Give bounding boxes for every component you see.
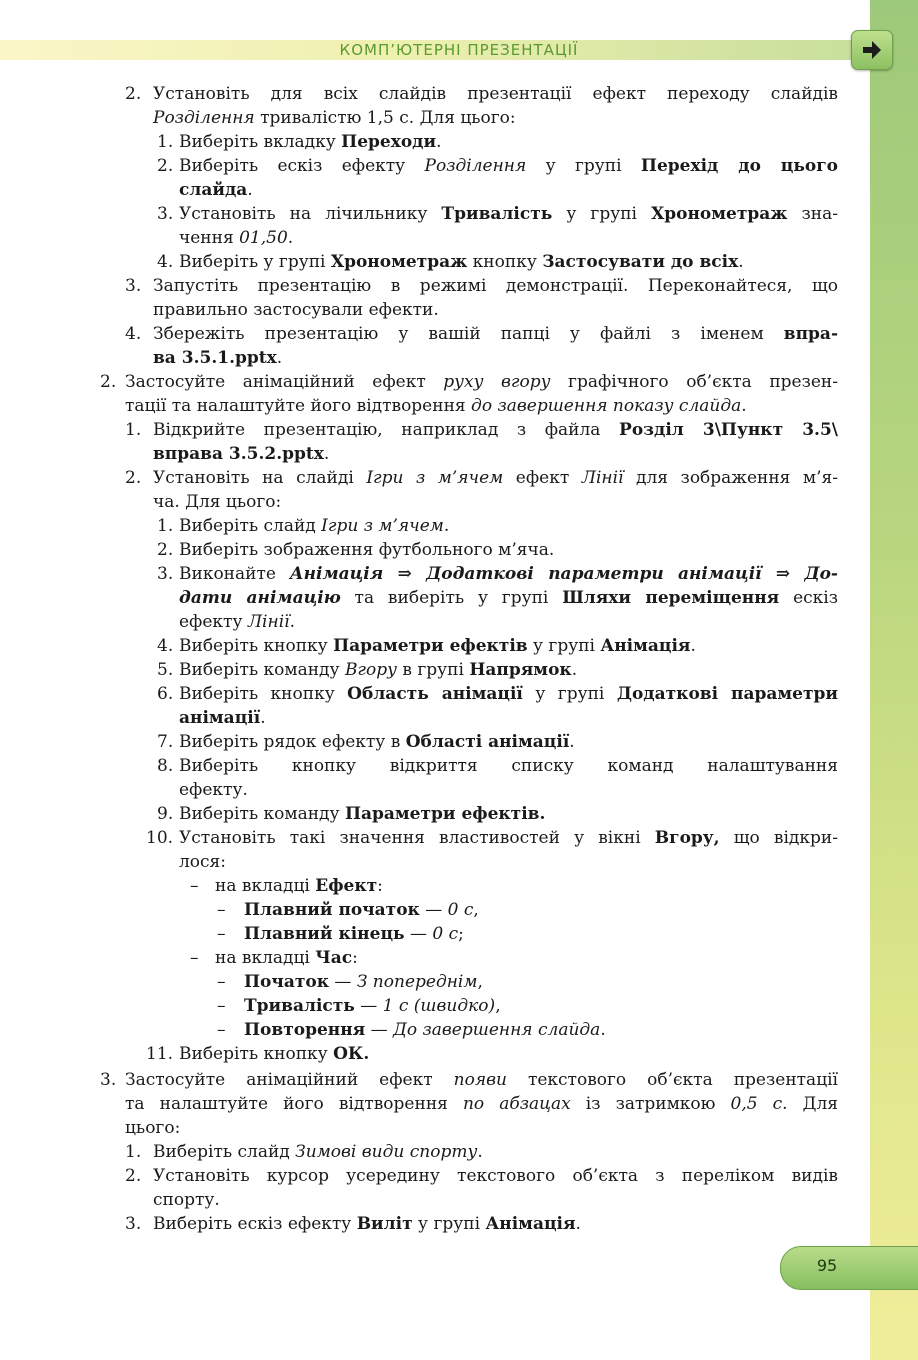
- text-run: та виберіть у групі: [340, 588, 563, 608]
- list-marker: –: [217, 972, 226, 992]
- line-text: [179, 154, 838, 178]
- line-text: [179, 682, 838, 706]
- text-run: Застосувати до всіх: [542, 252, 739, 272]
- line-text: [244, 898, 479, 922]
- line-text: [153, 106, 516, 130]
- text-run: цього:: [125, 1118, 181, 1138]
- text-run: правильно застосували ефекти.: [153, 300, 439, 320]
- text-run: Лінії: [581, 468, 624, 488]
- text-run: зна-: [787, 204, 839, 224]
- text-run: Відкрийте презентацію, наприклад з файла: [153, 420, 620, 440]
- text-run: слайда: [179, 180, 248, 200]
- text-run: на вкладці: [215, 948, 316, 968]
- text-run: у групі: [527, 636, 601, 656]
- text-run: ескіз: [779, 588, 838, 608]
- text-run: Виберіть ескіз ефекту: [153, 1214, 357, 1234]
- text-run: Хронометраж: [651, 204, 788, 224]
- text-run: Тривалість: [441, 204, 553, 224]
- list-marker: 3.: [157, 204, 174, 224]
- text-run: .: [690, 636, 696, 656]
- text-run: Виберіть у групі: [179, 252, 331, 272]
- line-text: [179, 586, 838, 610]
- text-run: ,: [477, 972, 483, 992]
- text-run: .: [741, 396, 747, 416]
- list-marker: –: [217, 900, 226, 920]
- line-text: [125, 370, 838, 394]
- text-run: із затримкою: [570, 1094, 731, 1114]
- text-run: ефекту.: [179, 780, 248, 800]
- text-run: —: [419, 900, 448, 920]
- text-run: Анімація: [600, 636, 691, 656]
- text-run: що відкри-: [719, 828, 838, 848]
- line-text: [179, 250, 744, 274]
- text-run: ефекту: [179, 612, 248, 632]
- text-run: Напрямок: [469, 660, 572, 680]
- line-text: [179, 706, 266, 730]
- text-run: Розділення: [424, 156, 527, 176]
- text-run: Виберіть рядок ефекту в: [179, 732, 406, 752]
- text-run: Виберіть кнопку: [179, 684, 348, 704]
- line-text: [153, 466, 838, 490]
- text-run: Виберіть кнопку відкриття списку команд налаштування: [179, 756, 838, 776]
- list-marker: 3.: [125, 1214, 142, 1234]
- line-text: [125, 1068, 838, 1092]
- line-text: [125, 1116, 180, 1140]
- list-marker: 4.: [157, 252, 174, 272]
- text-run: Установіть для всіх слайдів презентації ефект переходу слайдів: [153, 84, 838, 104]
- list-marker: –: [190, 948, 199, 968]
- line-text: [244, 970, 483, 994]
- text-run: лося:: [179, 852, 227, 872]
- text-run: Застосуйте анімаційний ефект: [125, 372, 444, 392]
- list-marker: 2.: [157, 156, 174, 176]
- text-run: Параметри ефектів.: [344, 804, 546, 824]
- text-run: Шляхи переміщення: [562, 588, 780, 608]
- text-run: 0,5 с: [730, 1094, 783, 1114]
- list-marker: 2.: [125, 84, 142, 104]
- line-text: [153, 346, 282, 370]
- text-run: З попереднім: [356, 972, 478, 992]
- text-run: ;: [458, 924, 464, 944]
- line-text: [179, 826, 838, 850]
- text-run: Вгору: [344, 660, 397, 680]
- text-run: Додаткові параметри: [616, 684, 838, 704]
- text-run: ,: [473, 900, 479, 920]
- text-run: .: [276, 348, 283, 368]
- text-run: .: [323, 444, 330, 464]
- text-run: Виліт: [356, 1214, 413, 1234]
- text-run: Виберіть слайд: [179, 516, 322, 536]
- text-run: Початок: [244, 972, 329, 992]
- text-run: Застосуйте анімаційний ефект: [125, 1070, 454, 1090]
- list-marker: 3.: [125, 276, 142, 296]
- text-run: .: [569, 732, 575, 752]
- list-marker: 10.: [146, 828, 174, 848]
- text-run: Області анімації: [405, 732, 570, 752]
- text-run: ОК.: [333, 1044, 370, 1064]
- text-run: Виберіть кнопку: [179, 1044, 334, 1064]
- next-page-button[interactable]: [851, 30, 893, 70]
- text-run: анімації: [179, 708, 261, 728]
- text-run: .: [600, 1020, 606, 1040]
- line-text: [179, 778, 248, 802]
- text-run: . Для цього:: [408, 108, 516, 128]
- list-marker: 4.: [157, 636, 174, 656]
- line-text: [179, 730, 575, 754]
- text-run: спорту.: [153, 1190, 220, 1210]
- text-run: Ефект: [315, 876, 378, 896]
- text-run: ,: [495, 996, 501, 1016]
- text-run: —: [354, 996, 383, 1016]
- line-text: [179, 1042, 369, 1066]
- page-number: 95: [816, 1256, 838, 1275]
- text-run: 1,5 с: [366, 108, 409, 128]
- text-run: Виберіть зображення футбольного м’яча.: [179, 540, 555, 560]
- text-run: по абзацах: [462, 1094, 571, 1114]
- text-run: впра-: [783, 324, 838, 344]
- line-text: [153, 82, 838, 106]
- line-text: [179, 634, 696, 658]
- text-run: Ігри з м’ячем: [321, 516, 444, 536]
- list-marker: –: [217, 924, 226, 944]
- text-run: тривалістю: [254, 108, 367, 128]
- line-text: [179, 178, 253, 202]
- text-run: Виконайте: [179, 564, 290, 584]
- line-text: [153, 298, 439, 322]
- text-run: ча. Для цього:: [153, 492, 282, 512]
- text-run: .: [571, 660, 578, 680]
- text-run: Зимові види спорту: [295, 1142, 478, 1162]
- text-run: у групі: [526, 156, 641, 176]
- line-text: [153, 418, 838, 442]
- text-run: .: [575, 1214, 581, 1234]
- list-marker: 6.: [157, 684, 174, 704]
- text-run: .: [443, 516, 450, 536]
- list-marker: –: [190, 876, 199, 896]
- list-marker: 1.: [125, 420, 142, 440]
- text-run: Переходи: [341, 132, 437, 152]
- line-text: [179, 538, 554, 562]
- text-run: Виберіть кнопку: [179, 636, 334, 656]
- text-run: Перехід до цього: [640, 156, 838, 176]
- line-text: [153, 490, 281, 514]
- text-run: .: [247, 180, 253, 200]
- text-run: 1 с (швидко): [382, 996, 496, 1016]
- arrow-right-icon: [861, 39, 883, 61]
- text-run: Анімація: [485, 1214, 576, 1234]
- list-marker: 2.: [125, 1166, 142, 1186]
- line-text: [125, 1092, 838, 1116]
- text-run: Виберіть слайд: [153, 1142, 296, 1162]
- text-run: появи: [453, 1070, 507, 1090]
- text-run: .: [260, 708, 266, 728]
- text-run: Лінії: [247, 612, 290, 632]
- text-run: —: [329, 972, 357, 992]
- text-run: Установіть на слайді: [153, 468, 367, 488]
- text-run: Повторення: [244, 1020, 366, 1040]
- text-run: Плавний кінець: [244, 924, 405, 944]
- list-marker: 2.: [100, 372, 117, 392]
- text-run: текстового об’єкта презентації: [506, 1070, 838, 1090]
- text-run: Запустіть презентацію в режимі демонстрації. Переконайтеся, що: [153, 276, 838, 296]
- text-run: кнопку: [467, 252, 543, 272]
- text-run: у групі: [552, 204, 652, 224]
- side-decor-strip: [870, 0, 918, 1360]
- line-text: [179, 754, 838, 778]
- text-run: на вкладці: [215, 876, 316, 896]
- list-marker: 2.: [125, 468, 142, 488]
- list-marker: 3.: [157, 564, 174, 584]
- text-run: Вгору,: [654, 828, 720, 848]
- text-run: Область анімації: [347, 684, 523, 704]
- line-text: [179, 130, 442, 154]
- list-marker: 7.: [157, 732, 174, 752]
- text-run: Розділ 3\Пункт 3.5\: [619, 420, 838, 440]
- line-text: [153, 274, 838, 298]
- line-text: [153, 442, 329, 466]
- line-text: [179, 226, 293, 250]
- text-run: ефект: [503, 468, 582, 488]
- text-run: .: [436, 132, 442, 152]
- text-run: Виберіть команду: [179, 804, 345, 824]
- line-text: [215, 946, 358, 970]
- text-run: руху вгору: [443, 372, 551, 392]
- text-run: .: [477, 1142, 483, 1162]
- text-run: та налаштуйте його відтворення: [125, 1094, 463, 1114]
- line-text: [153, 1212, 581, 1236]
- text-run: до завершення показу слайда: [471, 396, 742, 416]
- text-run: До завершення слайда: [393, 1020, 601, 1040]
- text-run: 0 с: [447, 900, 474, 920]
- text-run: в групі: [397, 660, 470, 680]
- text-run: . Для: [782, 1094, 838, 1114]
- list-marker: 11.: [146, 1044, 174, 1064]
- line-text: [153, 1164, 838, 1188]
- text-run: Виберіть вкладку: [179, 132, 342, 152]
- list-marker: 1.: [157, 516, 174, 536]
- line-text: [153, 1188, 220, 1212]
- line-text: [125, 394, 747, 418]
- text-run: —: [404, 924, 433, 944]
- text-run: дати анімацію: [179, 588, 341, 608]
- text-run: тації та налаштуйте його відтворення: [125, 396, 472, 416]
- text-run: чення: [179, 228, 240, 248]
- text-run: .: [287, 228, 294, 248]
- line-text: [179, 658, 577, 682]
- text-run: —: [365, 1020, 394, 1040]
- section-title: КОМП’ЮТЕРНІ ПРЕЗЕНТАЦІЇ: [339, 41, 579, 59]
- line-text: [179, 514, 449, 538]
- line-text: [153, 322, 838, 346]
- text-run: Анімація ⇒ Додаткові параметри анімації ⇒ До-: [289, 564, 838, 584]
- list-marker: 5.: [157, 660, 174, 680]
- text-run: :: [377, 876, 383, 896]
- text-run: у групі: [522, 684, 617, 704]
- text-run: .: [289, 612, 295, 632]
- text-run: Параметри ефектів: [333, 636, 528, 656]
- text-run: для зображення м’я-: [623, 468, 839, 488]
- list-marker: 2.: [157, 540, 174, 560]
- text-run: Ігри з м’ячем: [366, 468, 504, 488]
- text-run: Хронометраж: [330, 252, 468, 272]
- line-text: [215, 874, 383, 898]
- line-text: [179, 202, 838, 226]
- text-run: графічного об’єкта презен-: [550, 372, 839, 392]
- list-marker: –: [217, 1020, 226, 1040]
- list-marker: 1.: [157, 132, 174, 152]
- text-run: ва 3.5.1.pptx: [153, 348, 277, 368]
- text-run: Час: [315, 948, 353, 968]
- text-run: 0 с: [432, 924, 459, 944]
- list-marker: 1.: [125, 1142, 142, 1162]
- list-marker: –: [217, 996, 226, 1016]
- text-run: Виберіть команду: [179, 660, 345, 680]
- text-run: Тривалість: [244, 996, 355, 1016]
- text-run: у групі: [412, 1214, 486, 1234]
- line-text: [153, 1140, 483, 1164]
- line-text: [179, 562, 838, 586]
- text-run: вправа 3.5.2.pptx: [153, 444, 324, 464]
- text-run: Установіть курсор усередину текстового об’єкта з переліком видів: [153, 1166, 838, 1186]
- line-text: [179, 610, 295, 634]
- text-run: Установіть такі значення властивостей у вікні: [179, 828, 655, 848]
- text-run: Установіть на лічильнику: [179, 204, 442, 224]
- line-text: [244, 994, 501, 1018]
- text-run: 01,50: [239, 228, 288, 248]
- line-text: [179, 802, 545, 826]
- text-run: Збережіть презентацію у вашій папці у файлі з іменем: [153, 324, 784, 344]
- text-run: Розділення: [153, 108, 255, 128]
- text-run: .: [738, 252, 744, 272]
- text-run: Плавний початок: [244, 900, 420, 920]
- list-marker: 9.: [157, 804, 174, 824]
- list-marker: 3.: [100, 1070, 117, 1090]
- line-text: [244, 1018, 606, 1042]
- text-run: Виберіть ескіз ефекту: [179, 156, 425, 176]
- text-run: :: [352, 948, 358, 968]
- line-text: [244, 922, 464, 946]
- list-marker: 8.: [157, 756, 174, 776]
- list-marker: 4.: [125, 324, 142, 344]
- line-text: [179, 850, 226, 874]
